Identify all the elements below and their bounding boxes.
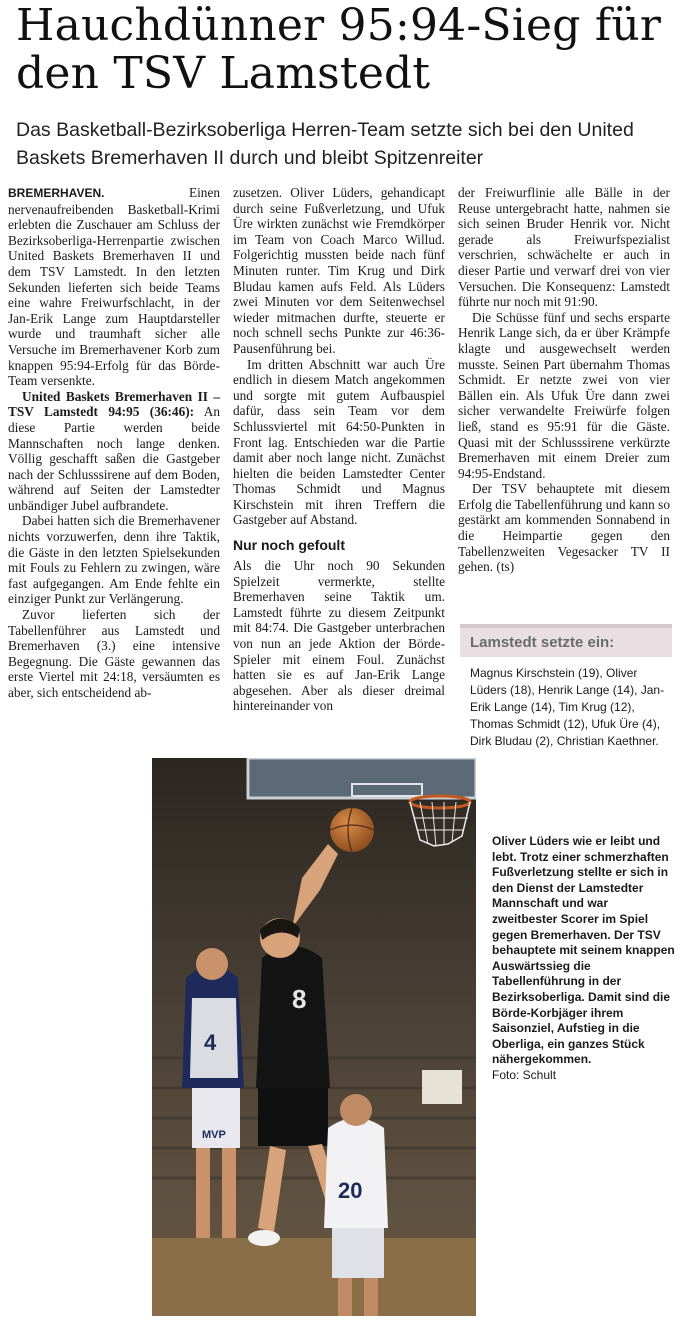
headline: Hauchdünner 95:94-Sieg für den TSV Lamstedt [16, 0, 662, 99]
paragraph-6: Die Schüsse fünf und sechs ersparte Henrik Lange sich, da er über Krämpfe klagte und ausgewechselt werden musste. Seinen Part übernahm Thomas Schmidt. Er netzte zwei von vier Bällen ein. Als Ufuk Üre dann zwei sicher verwandelte Freiwürfe folgen ließ, stand es 95:91 für die Gäste. Quasi mit der Schlusssirene verkürzte Bremerhaven mit einem Dreier zum 94:95-Endstand. [458, 309, 670, 481]
subheadline: Das Basketball-Bezirksoberliga Herren-Team setzte sich bei den United Baskets Bremerhaven II durch und bleibt Spitzenreiter [16, 119, 634, 169]
paragraph-2: Dabei hatten sich die Bremerhavener nichts vorzuwerfen, denn ihre Taktik, die Gäste in den letzten Spielsekunden mit Fouls zu Fehlern zu zwingen, wäre fast aufgegangen. Am Ende fehlte ein einziger Punkt zur Verlängerung. [8, 513, 220, 607]
lead-paragraph [8, 185, 220, 389]
result-text: An diese Partie werden beide Mannschaften noch lange denken. Völlig geschafft saßen die Gastgeber nach der Schlusssirene auf dem Boden, während auf Seiten der Lamstedter unbändiger Jubel aufbrandete. [8, 404, 220, 513]
sponsor-logo-left: MVP [202, 1129, 226, 1141]
jersey-number-right: 20 [338, 1178, 363, 1203]
basketball-photo [152, 758, 476, 1316]
paragraph-5a: Als die Uhr noch 90 Sekunden Spielzeit vermerkte, stellte Bremerhaven seine Taktik um. Lamstedt führte zu diesem Zeitpunkt mit 84:74. Die Gastgeber unterbrachen von nun an jede Aktion der Börde-Spieler mit einem Foul. Zunächst hatten sie es auf Jan-Erik Lange abgesehen. Aber als dieser dreimal hintereinander von [233, 558, 445, 714]
paragraph-4: Im dritten Abschnitt war auch Üre endlich in diesem Match angekommen und sorgte mit gutem Aufbauspiel dafür, dass sein Team vor dem Schlussviertel mit 64:50-Punkten in Front lag. Entschieden war die Partie damit aber noch lange nicht. Zunächst hielten die beiden Lamstedter Center Thomas Schmidt und Magnus Kirschstein mit ihren Treffern die Gastgeber auf Abstand. [233, 356, 445, 528]
result-line: United Baskets Bremerhaven II – TSV Lamstedt 94:95 (36:46): [8, 388, 220, 420]
dateline: BREMERHAVEN. [8, 186, 105, 200]
paragraph-3a: Zuvor lieferten sich der Tabellenführer aus Lamstedt und Bremerhaven (3.) eine intensive Begegnung. Die Gäste gewannen das erste Viertel mit 24:18, versäumten es aber, sich entscheidend ab- [8, 607, 220, 700]
lineup-box [460, 624, 672, 750]
jersey-number-center: 8 [292, 984, 307, 1014]
lineup-box-title: Lamstedt setzte ein: [460, 624, 672, 657]
article-column-3 [458, 185, 670, 575]
result-paragraph [8, 389, 220, 514]
lineup-box-text: Magnus Kirschstein (19), Oliver Lüders (18), Henrik Lange (14), Jan-Erik Lange (14), Tim Krug (12), Thomas Schmidt (12), Ufuk Üre (4), Dirk Bludau (2), Christian Kaethner. [470, 666, 665, 748]
jersey-number-left: 4 [204, 1030, 217, 1055]
basketball-scene-illustration [152, 758, 476, 1316]
subheading: Nur noch gefoult [233, 537, 345, 554]
paragraph-7: Der TSV behauptete mit diesem Erfolg die Tabellenführung und kann so gestärkt am kommenden Sonnabend in die Heimpartie gegen den Tabellenzweiten Vegesacker TV II gehen. (ts) [458, 481, 670, 575]
paragraph-3b: zusetzen. Oliver Lüders, gehandicapt durch seine Fußverletzung, und Ufuk Üre wirkten zunächst wie Fremdkörper im Team von Coach Marco Willud. Folgerichtig mussten beide nach fünf Minuten runter. Tim Krug und Dirk Bludau kamen aufs Feld. Als Lüders zwei Minuten vor dem Seitenwechsel wieder mitmachen durfte, steuerte er noch schnell sechs Punkte zur 46:36-Pausenführung bei. [233, 185, 445, 356]
lead-text: Einen nervenaufreibenden Basketball-Krimi erlebten die Zuschauer am Schluss der Bezirksoberliga-Herrenpartie zwischen United Baskets Bremerhaven II und dem TSV Lamstedt. In den letzten Sekunden lieferten sich beide Teams eine wahre Freiwurfschlacht, in der Jan-Erik Lange zum Hauptdarsteller wurde und traumhaft sicher alle Versuche im Bremerhavener Korb zum knappen 95:94-Erfolg für das Börde-Team versenkte. [8, 185, 220, 389]
article-column-1 [8, 185, 220, 701]
article-column-2 [233, 185, 445, 714]
photo-caption [492, 834, 676, 1084]
caption-text: wie er leibt und lebt. Trotz einer schmerzhaften Fußverletzung stellte er sich in den Dienst der Lamstedter Mannschaft und war zweitbester Scorer im Spiel gegen Bremerhaven. Der TSV behauptete mit seinem knappen Auswärtssieg die Tabellenführung in der Bezirksoberliga. Damit sind die Börde-Korbjäger ihrem Saisonziel, Aufstieg in die Oberliga, ein ganzes Stück nähergekommen. [492, 834, 675, 1067]
paragraph-5b: der Freiwurflinie alle Bälle in der Reuse untergebracht hatte, nahmen sie sich seinen Bruder Henrik vor. Nicht gerade als Freiwurfspezialist verschrien, schwächelte er auch in dieser Partie und verwarf drei von vier Versuchen. Die Konsequenz: Lamstedt führte nur noch mit 91:90. [458, 185, 670, 310]
photo-credit: Foto: Schult [492, 1067, 557, 1082]
caption-name: Oliver Lüders [492, 834, 570, 848]
